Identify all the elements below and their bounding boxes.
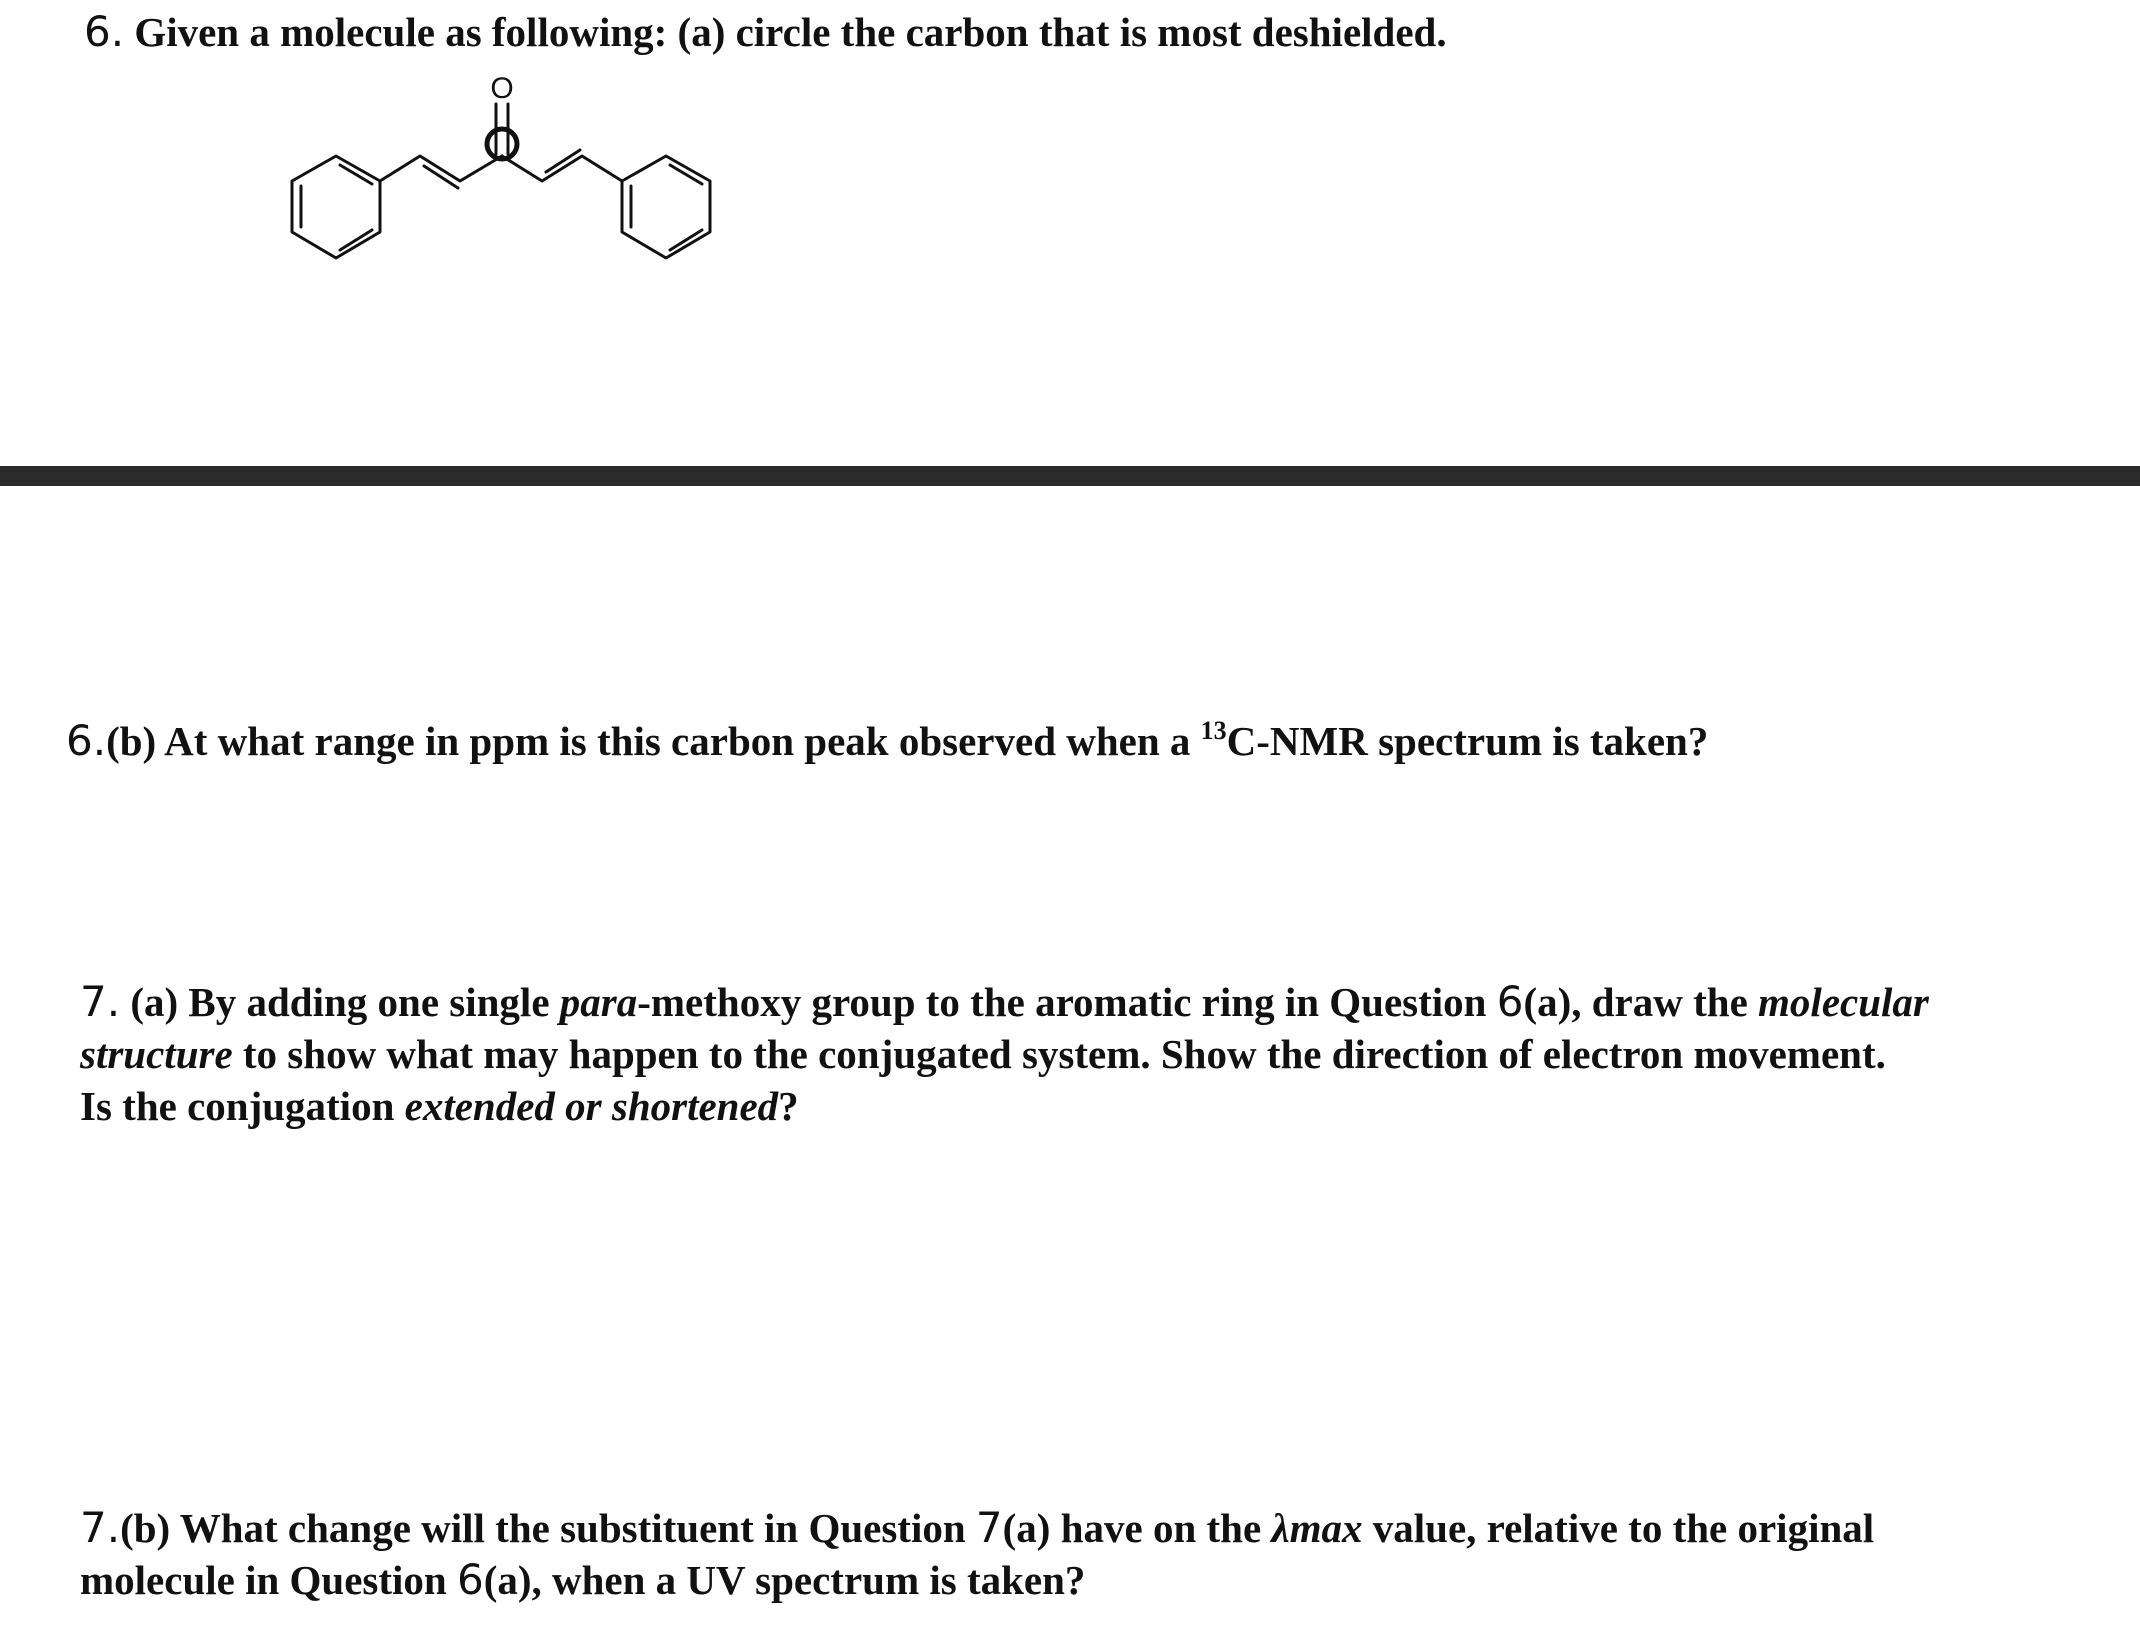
- text-segment: molecule in Question: [80, 1557, 457, 1603]
- handwritten-ref: 6: [456, 1555, 484, 1604]
- question-number-6: 6.: [66, 716, 107, 765]
- isotope-superscript: 13: [1200, 716, 1227, 745]
- question-7b-line-2: [80, 1554, 1874, 1606]
- question-number-6: 6.: [84, 7, 125, 56]
- text-segment: (a) By adding one single: [120, 979, 560, 1025]
- text-segment: -methoxy group to the aromatic ring in Question: [637, 979, 1497, 1025]
- question-6a: [84, 6, 1447, 58]
- question-7a-line-2: [80, 1028, 1929, 1080]
- text-segment: ?: [778, 1083, 799, 1129]
- text-segment: (a), when a UV spectrum is taken?: [483, 1557, 1086, 1603]
- italic-extended-shortened: extended or shortened: [404, 1083, 779, 1129]
- text-segment: (b) What change will the substituent in Question: [120, 1505, 976, 1551]
- question-6b: [66, 715, 1708, 767]
- section-divider: [0, 466, 2140, 486]
- question-7b: [80, 1502, 1874, 1606]
- text-segment: Is the conjugation: [80, 1083, 405, 1129]
- question-number-7: 7.: [80, 977, 121, 1026]
- question-6b-text-end: C-NMR spectrum is taken?: [1226, 718, 1709, 764]
- question-7a-line-3: [80, 1080, 1929, 1132]
- right-alkene-chain: [502, 156, 622, 181]
- italic-molecular: molecular: [1758, 979, 1929, 1025]
- text-segment: to show what may happen to the conjugated system. Show the direction of electron movement.: [232, 1031, 1886, 1077]
- handwritten-ref: 7: [975, 1503, 1003, 1552]
- question-7b-line-1: [80, 1502, 1874, 1554]
- text-segment: (a) have on the: [1002, 1505, 1272, 1551]
- italic-lambda-max: λmax: [1271, 1505, 1363, 1551]
- right-benzene-ring: [622, 156, 710, 258]
- italic-structure: structure: [80, 1031, 233, 1077]
- molecule-structure: [280, 70, 760, 260]
- text-segment: value, relative to the original: [1362, 1505, 1875, 1551]
- question-6b-text: (b) At what range in ppm is this carbon peak observed when a: [106, 718, 1201, 764]
- italic-para: para: [559, 979, 638, 1025]
- question-7a: [80, 976, 1929, 1132]
- left-benzene-ring: [292, 156, 380, 258]
- carbonyl-carbon-circle: [487, 129, 517, 159]
- handwritten-ref: 6: [1496, 977, 1524, 1026]
- text-segment: (a), draw the: [1523, 979, 1759, 1025]
- question-7a-line-1: [80, 976, 1929, 1028]
- question-number-7: 7.: [80, 1503, 121, 1552]
- question-6a-text: Given a molecule as following: (a) circle the carbon that is most deshielded.: [134, 9, 1447, 55]
- oxygen-label: O: [490, 72, 514, 105]
